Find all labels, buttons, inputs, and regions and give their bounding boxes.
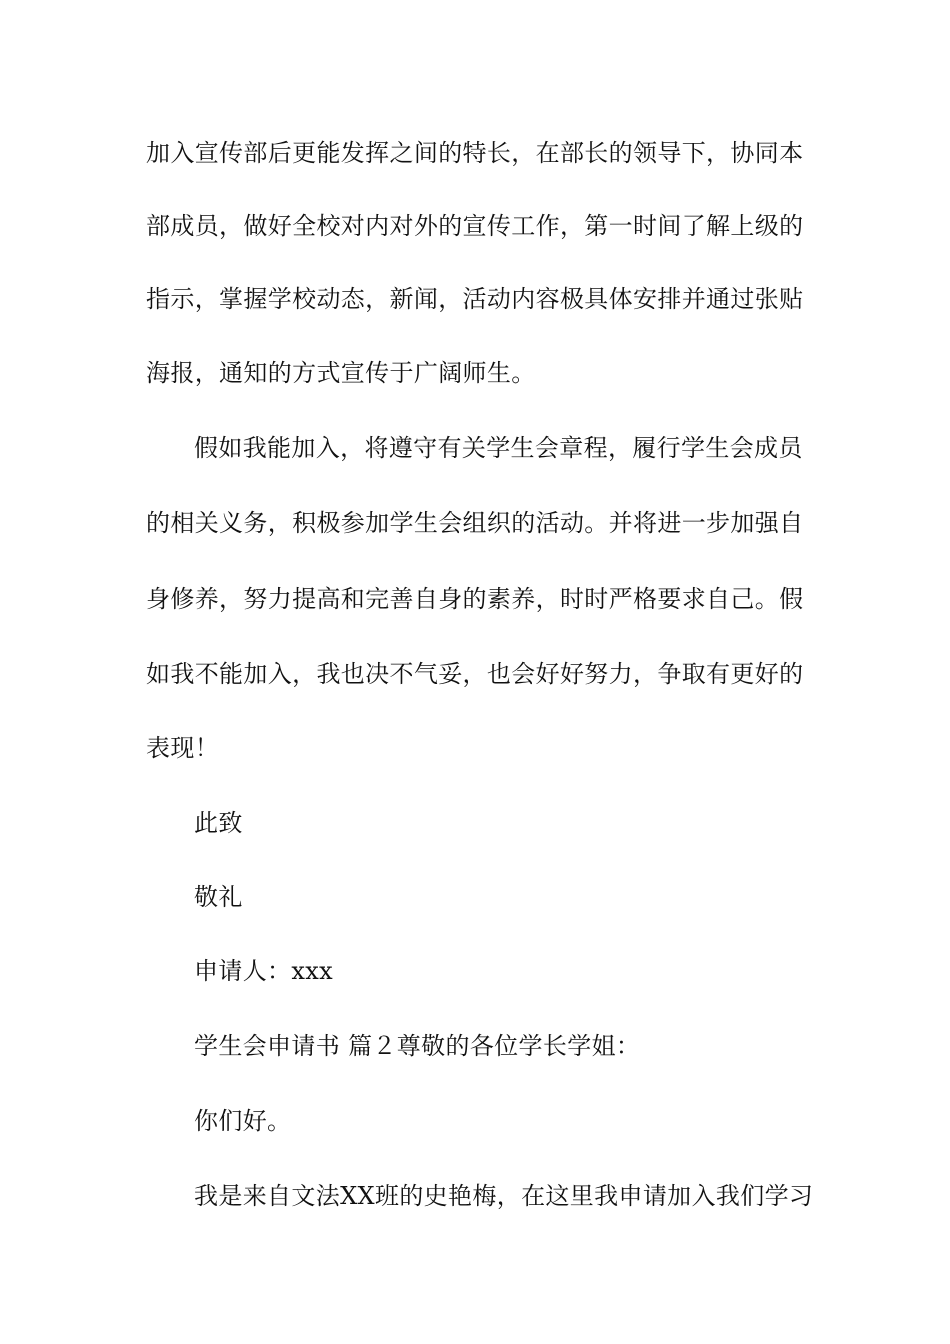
greeting-line: 你们好。 xyxy=(194,1107,292,1135)
paragraph-line: 加入宣传部后更能发挥之间的特长，在部长的领导下，协同本 xyxy=(146,139,804,167)
section-heading: 学生会申请书 篇２尊敬的各位学长学姐： xyxy=(194,1032,641,1060)
paragraph-line: 部成员，做好全校对内对外的宣传工作，第一时间了解上级的 xyxy=(146,212,804,240)
paragraph-line: 我是来自文法XX班的史艳梅，在这里我申请加入我们学习 xyxy=(194,1182,814,1210)
paragraph-line: 表现！ xyxy=(146,734,220,762)
paragraph-line: 的相关义务，积极参加学生会组织的活动。并将进一步加强自 xyxy=(146,509,804,537)
closing-line: 敬礼 xyxy=(194,883,243,911)
paragraph-line: 海报，通知的方式宣传于广阔师生。 xyxy=(146,359,536,387)
paragraph-line: 身修养，努力提高和完善自身的素养，时时严格要求自己。假 xyxy=(146,585,804,613)
closing-line: 此致 xyxy=(194,809,243,837)
paragraph-line: 假如我能加入，将遵守有关学生会章程，履行学生会成员 xyxy=(194,434,803,462)
signature-line: 申请人：xxx xyxy=(194,957,334,985)
paragraph-line: 指示，掌握学校动态，新闻，活动内容极具体安排并通过张贴 xyxy=(146,285,804,313)
paragraph-line: 如我不能加入，我也决不气妥，也会好好努力，争取有更好的 xyxy=(146,660,804,688)
